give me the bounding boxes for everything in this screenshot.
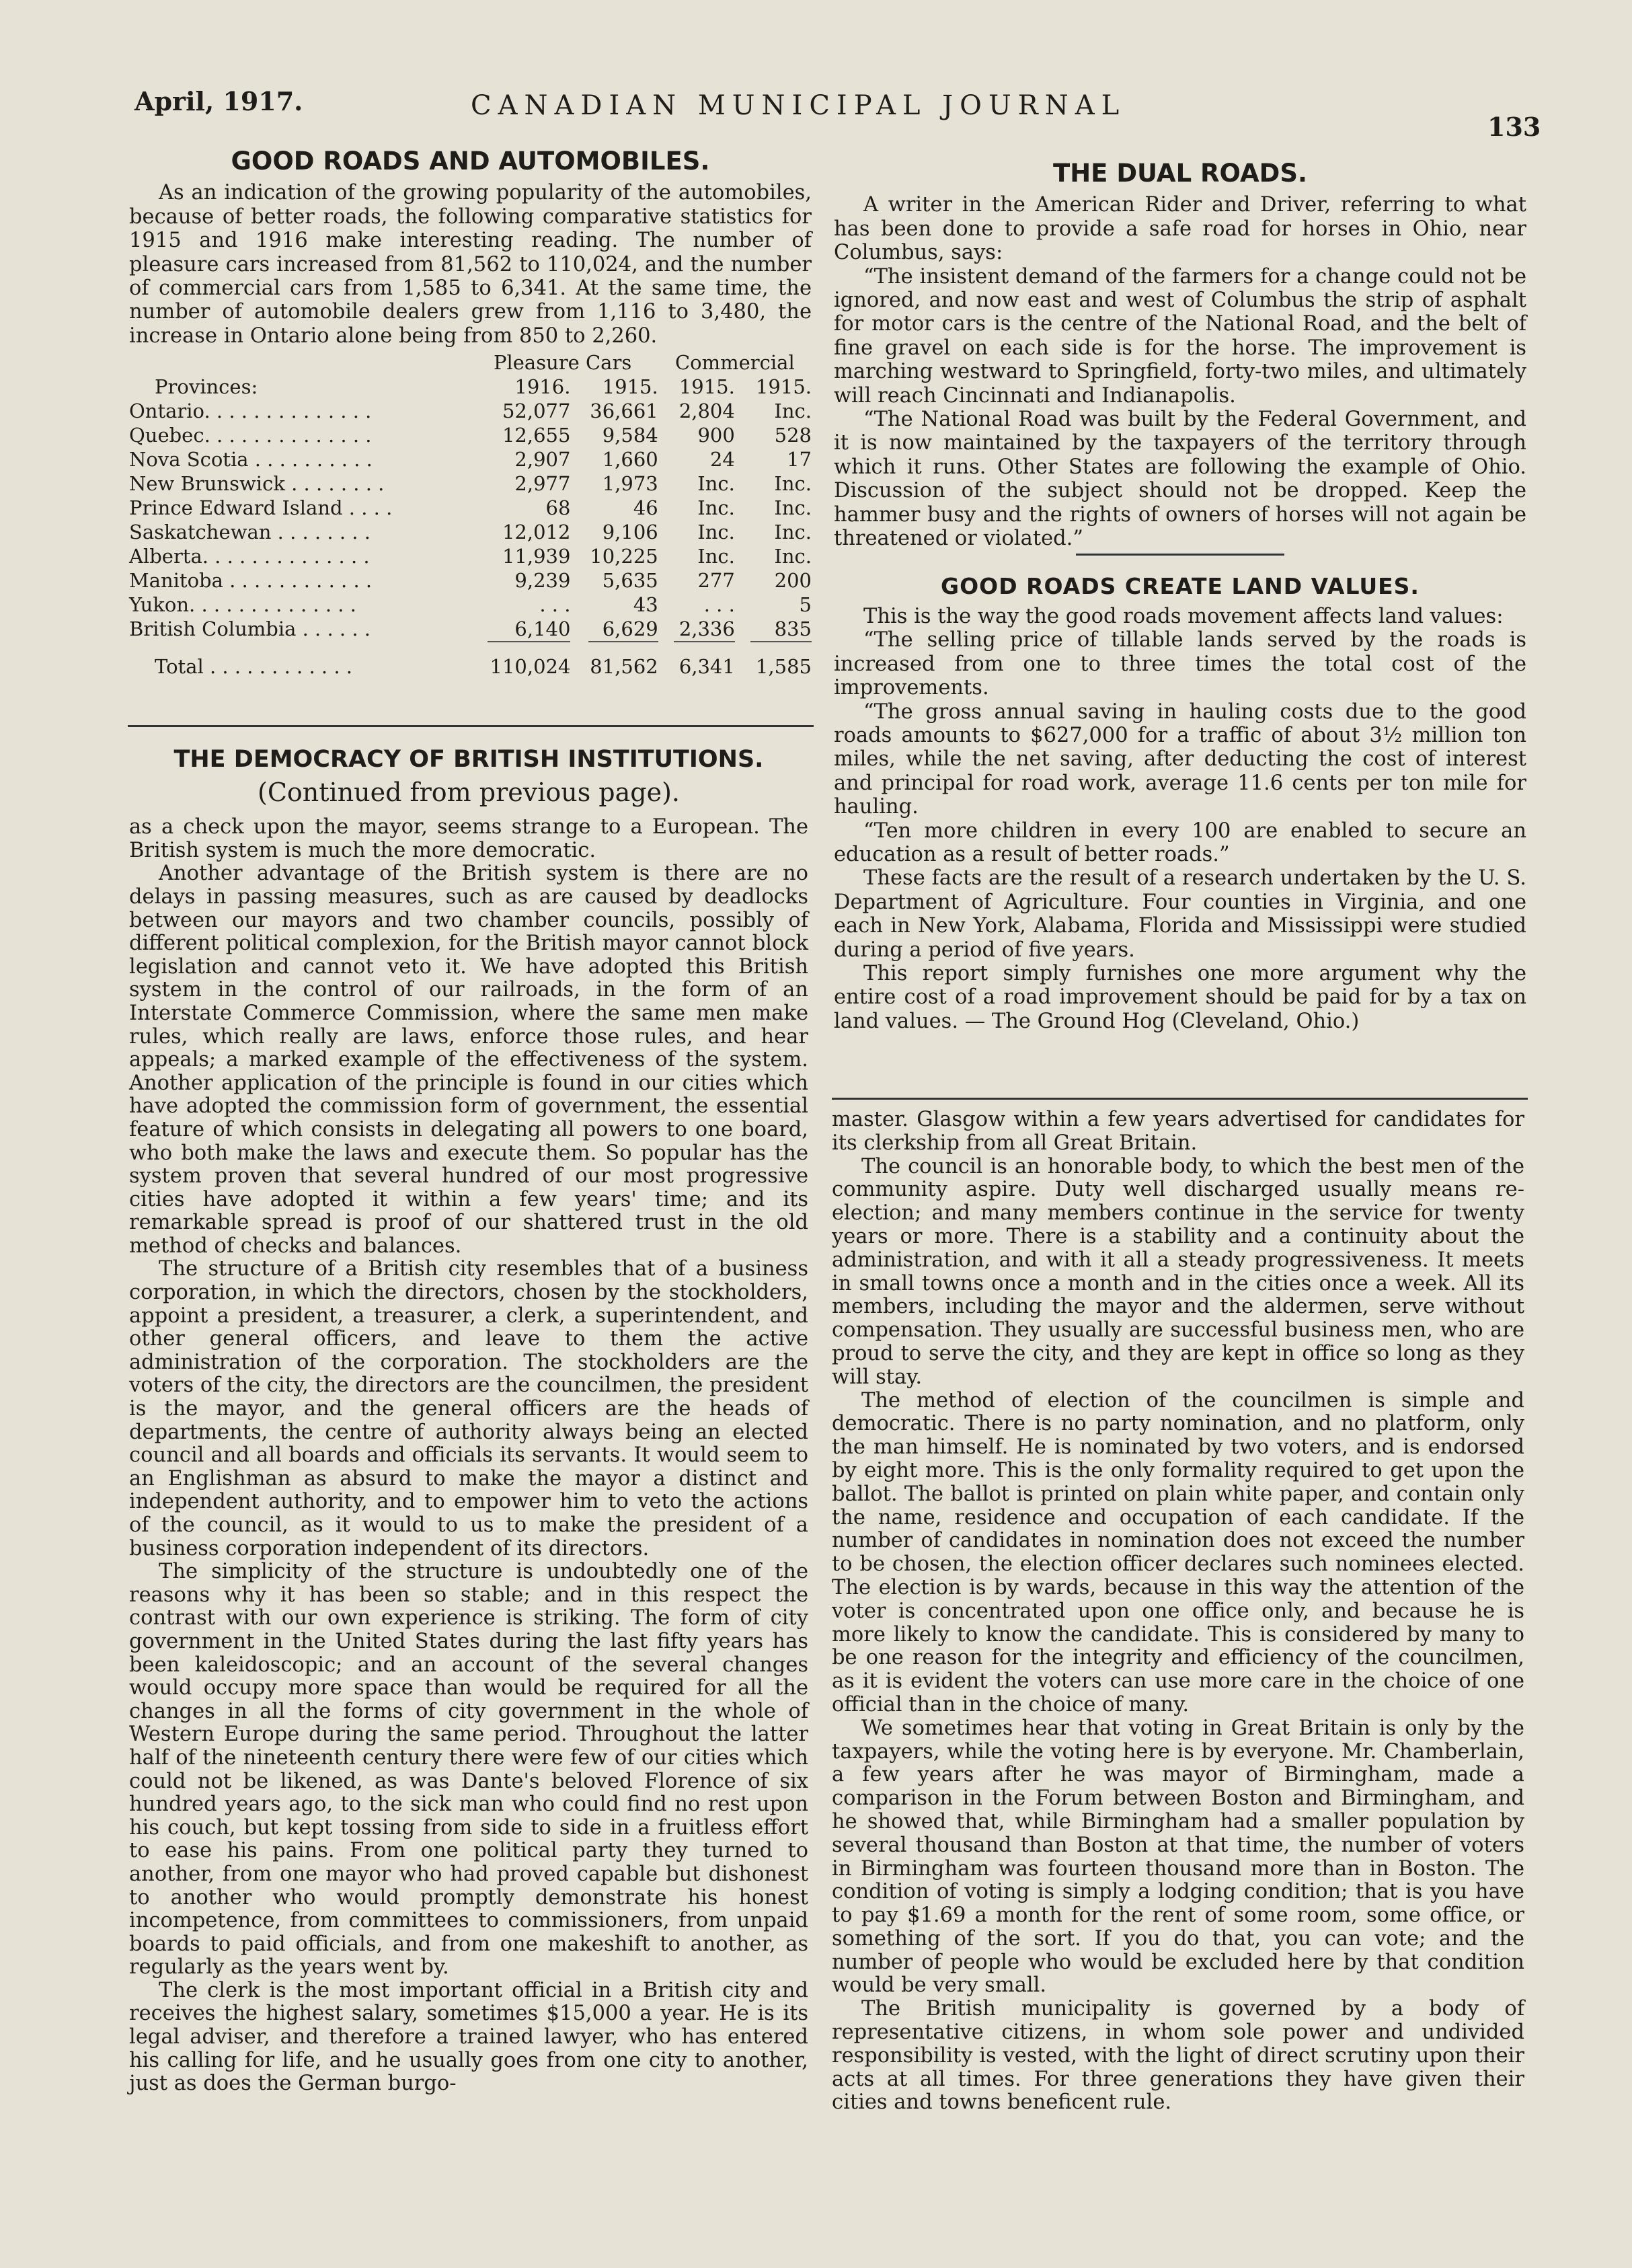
table-cell: 2,977 xyxy=(514,472,571,496)
table-cell: Inc. xyxy=(697,472,735,496)
table-cell: 200 xyxy=(774,569,812,593)
table-cell: 528 xyxy=(774,424,812,447)
table-row xyxy=(129,496,812,520)
table-cell: Inc. xyxy=(697,545,735,568)
table-row xyxy=(129,447,812,471)
table-header-row xyxy=(129,375,812,399)
table-cell: 277 xyxy=(697,569,735,593)
table-cell: Inc. xyxy=(774,472,812,496)
table-cell: Alberta. . . . . . . . . . . . . . xyxy=(129,545,370,568)
article-dual-roads xyxy=(834,161,1526,1033)
table-total-row xyxy=(129,642,812,679)
table-cell: 9,584 xyxy=(602,424,658,447)
table-cell: 1,973 xyxy=(602,472,658,496)
article-paragraph: as a check upon the mayor, seems strange to a European. The British system is much the more democratic. xyxy=(129,815,808,862)
table-row xyxy=(129,399,812,423)
article-paragraph: As an indication of the growing popularity of the automobiles, because of better roads, the following comparative statistics for 1915 and 1916 make interesting reading. The number of pleasure cars increased from 81,562 to 110,024, and the number of commercial cars from 1,585 to 6,341. At the same time, the number of automobile dealers grew from 1,116 to 3,480, the increase in Ontario alone being from 850 to 2,260. xyxy=(129,181,812,348)
table-group-header: Pleasure Cars xyxy=(493,351,632,375)
article-good-roads-automobiles xyxy=(129,149,812,679)
table-cell: 835 xyxy=(774,617,812,641)
table-cell: Yukon. . . . . . . . . . . . . . xyxy=(129,593,356,617)
page-number: 133 xyxy=(1487,112,1541,142)
article-paragraph: “The gross annual saving in hauling costs due to the good roads amounts to $627,000 for a traffic of about 3½ million ton miles, while the net saving, after deducting the cost of interest and principal for road work, average 11.6 cents per ton mile for hauling. xyxy=(834,700,1526,819)
table-cell: 24 xyxy=(709,448,735,471)
table-cell: Nova Scotia . . . . . . . . . . xyxy=(129,448,373,471)
article-subtitle: (Continued from previous page). xyxy=(258,777,680,807)
article-paragraph: “Ten more children in every 100 are enabled to secure an education as a result of better roads.” xyxy=(834,819,1526,866)
article-paragraph: master. Glasgow within a few years advertised for candidates for its clerkship from all Great Britain. xyxy=(832,1108,1524,1155)
article-paragraph: “The National Road was built by the Federal Government, and it is now maintained by the taxpayers of the territory through which it runs. Other States are following the example of Ohio. Discussion of the subject should not be dropped. Keep the hammer busy and the rights of owners of horses will not again be threatened or violated.” xyxy=(834,408,1526,551)
table-cell: 5 xyxy=(799,593,812,617)
table-cell: 2,907 xyxy=(514,448,571,471)
table-cell: 52,077 xyxy=(502,400,571,423)
table-column-header: 1916. xyxy=(514,375,571,399)
short-divider xyxy=(1076,554,1284,556)
table-cell: 6,341 xyxy=(678,655,735,679)
article-paragraph: This is the way the good roads movement affects land values: xyxy=(863,604,1504,628)
table-cell: Inc. xyxy=(697,521,735,544)
table-cell: 2,336 xyxy=(678,617,735,641)
table-group-row xyxy=(129,350,812,375)
article-paragraph: “The selling price of tillable lands served by the roads is increased from one to three times the total cost of the improvements. xyxy=(834,628,1526,700)
article-title: THE DEMOCRACY OF BRITISH INSTITUTIONS. xyxy=(173,746,764,773)
article-paragraph: The council is an honorable body, to which the best men of the community aspire. Duty well discharged usually means re-election; and many members continue in the service for twenty years or more. There is a stability and a continuity about the administration, and with it all a steady progressiveness. It meets in small towns once a month and in the cities once a week. All its members, including the mayor and the aldermen, serve without compensation. They usually are successful business men, who are proud to serve the city, and they are kept in office so long as they will stay. xyxy=(832,1154,1524,1389)
article-title: GOOD ROADS AND AUTOMOBILES. xyxy=(231,147,710,176)
article-paragraph: These facts are the result of a research undertaken by the U. S. Department of Agriculture. Four counties in Virginia, and one each in New York, Alabama, Florida and Mississippi were studied during a period of five years. xyxy=(834,866,1526,962)
table-cell: 68 xyxy=(545,496,571,520)
table-cell: Ontario. . . . . . . . . . . . . . xyxy=(129,400,372,423)
table-row xyxy=(129,520,812,544)
article-paragraph: A writer in the American Rider and Driver, referring to what has been done to provide a safe road for horses in Ohio, near Columbus, says: xyxy=(834,193,1526,265)
table-row xyxy=(129,593,812,617)
table-cell: 10,225 xyxy=(590,545,658,568)
table-row xyxy=(129,423,812,447)
table-cell: Prince Edward Island . . . . xyxy=(129,496,393,520)
journal-title: CANADIAN MUNICIPAL JOURNAL xyxy=(471,90,1126,121)
table-cell: 110,024 xyxy=(490,655,571,679)
article-paragraph: Another advantage of the British system is there are no delays in passing measures, such as are caused by deadlocks between our mayors and two chamber councils, possibly of different political complexion, for the British mayor cannot block legislation and cannot veto it. We have adopted this British system in the control of our railroads, in the form of an Interstate Commerce Commission, where the same men make rules, which really are laws, enforce those rules, and hear appeals; a marked example of the effectiveness of the system. Another application of the principle is found in our cities which have adopted the commission form of government, the essential feature of which consists in delegating all powers to one board, who both make the laws and execute them. So popular has the system proven that several hundred of our most progressive cities have adopted it within a few years' time; and its remarkable spread is proof of our shattered trust in the old method of checks and balances. xyxy=(129,862,808,1258)
table-cell: 900 xyxy=(697,424,735,447)
table-cell: Quebec. . . . . . . . . . . . . . xyxy=(129,424,372,447)
table-cell: . . . xyxy=(703,593,735,617)
table-cell: 9,106 xyxy=(602,521,658,544)
table-cell: 43 xyxy=(633,593,658,617)
table-cell: 11,939 xyxy=(502,545,571,568)
table-cell: 1,585 xyxy=(755,655,812,679)
article-paragraph: We sometimes hear that voting in Great Britain is only by the taxpayers, while the voting here is by everyone. Mr. Chamberlain, a few years after he was mayor of Birmingham, made a comparison in the Forum between Boston and Birmingham, and he showed that, while Birmingham had a smaller population by several thousand than Boston at that time, the number of voters in Birmingham was fourteen thousand more than in Boston. The condition of voting is simply a lodging condition; that is you have to pay $1.69 a month for the rent of some room, some office, or something of the sort. If you do that, you can vote; and the number of people who would be excluded here by that condition would be very small. xyxy=(832,1716,1524,1998)
table-cell: 36,661 xyxy=(590,400,658,423)
table-cell: 12,655 xyxy=(502,424,571,447)
table-cell: Manitoba . . . . . . . . . . . . xyxy=(129,569,373,593)
table-cell: 6,629 xyxy=(602,617,658,641)
table-row-header: Provinces: xyxy=(155,375,258,399)
article-title: THE DUAL ROADS. xyxy=(1052,159,1308,188)
table-cell: 17 xyxy=(787,448,812,471)
issue-date: April, 1917. xyxy=(134,86,303,116)
article-paragraph: The simplicity of the structure is undoubtedly one of the reasons why it has been so stable; and in this respect the contrast with our own experience is striking. The form of city government in the United States during the last fifty years has been kaleidoscopic; and an account of the several changes would occupy more space than would be required for all the changes in all the forms of city government in the whole of Western Europe during the same period. Throughout the latter half of the nineteenth century there were few of our cities which could not be likened, as was Dante's beloved Florence of six hundred years ago, to the sick man who could find no rest upon his couch, but kept tossing from side to side in a fruitless effort to ease his pains. From one political party they turned to another, from one mayor who had proved capable but dishonest to another who would promptly demonstrate his honest incompetence, from committees to commissioners, from unpaid boards to paid officials, and from one makeshift to another, as regularly as the years went by. xyxy=(129,1560,808,1979)
table-cell: British Columbia . . . . . . xyxy=(129,617,371,641)
article-democracy xyxy=(129,748,808,2096)
table-cell: 9,239 xyxy=(514,569,571,593)
article-paragraph: “The insistent demand of the farmers for a change could not be ignored, and now east and west of Columbus the strip of asphalt for motor cars is the centre of the National Road, and the belt of fine gravel on each side is for the horse. The improvement is marching westward to Springfield, forty-two miles, and ultimately will reach Cincinnati and Indianapolis. xyxy=(834,264,1526,408)
table-cell: 2,804 xyxy=(678,400,735,423)
table-cell: Inc. xyxy=(774,400,812,423)
article-paragraph: This report simply furnishes one more argument why the entire cost of a road improvement should be paid for by a tax on land values. — The Ground Hog (Cleveland, Ohio.) xyxy=(834,962,1526,1033)
table-row xyxy=(129,568,812,593)
article-paragraph: The structure of a British city resembles that of a business corporation, in which the directors, chosen by the stockholders, appoint a president, a treasurer, a clerk, a superintendent, and other general officers, and leave to them the active administration of the corporation. The stockholders are the voters of the city, the directors are the councilmen, the president is the mayor, and the general officers are the heads of departments, the centre of authority always being an elected council and all boards and officials its servants. It would seem to an Englishman as absurd to make the mayor a distinct and independent authority, and to empower him to veto the actions of the council, as it would to us to make the president of a business corporation independent of its directors. xyxy=(129,1257,808,1560)
table-row xyxy=(129,544,812,568)
table-cell: Saskatchewan . . . . . . . . xyxy=(129,521,371,544)
table-cell: 81,562 xyxy=(590,655,658,679)
article-title: GOOD ROADS CREATE LAND VALUES. xyxy=(941,572,1420,599)
table-group-header: Commercial xyxy=(674,351,795,375)
table-cell: Inc. xyxy=(774,521,812,544)
section-divider xyxy=(832,1098,1528,1100)
table-cell: Inc. xyxy=(774,496,812,520)
section-divider xyxy=(128,725,814,727)
table-cell: 12,012 xyxy=(502,521,571,544)
article-paragraph: The clerk is the most important official in a British city and receives the highest salary, sometimes $15,000 a year. He is its legal adviser, and therefore a trained lawyer, who has entered his calling for life, and he usually goes from one city to another, just as does the German burgo- xyxy=(129,1978,808,2096)
table-column-header: 1915. xyxy=(602,375,658,399)
table-cell: 6,140 xyxy=(514,617,571,641)
table-cell: Inc. xyxy=(697,496,735,520)
table-cell: New Brunswick . . . . . . . . xyxy=(129,472,385,496)
table-row xyxy=(129,471,812,496)
article-paragraph: The British municipality is governed by a body of representative citizens, in whom sole power and undivided responsibility is vested, with the light of direct scrutiny upon their acts at all times. For three generations they have given their cities and towns beneficent rule. xyxy=(832,1997,1524,2115)
table-cell: 5,635 xyxy=(602,569,658,593)
article-paragraph: The method of election of the councilmen is simple and democratic. There is no party nomination, and no platform, only the man himself. He is nominated by two voters, and is endorsed by eight more. This is the only formality required to get upon the ballot. The ballot is printed on plain white paper, and contain only the name, residence and occupation of each candidate. If the number of candidates in nomination does not exceed the number to be chosen, the election officer declares such nominees elected. The election is by wards, because in this way the attention of the voter is concentrated upon one office only, and because he is more likely to know the candidate. This is considered by many to be one reason for the integrity and efficiency of the councilmen, as it is evident the voters can use more care in the choice of one official than in the choice of many. xyxy=(832,1388,1524,1716)
table-column-header: 1915. xyxy=(755,375,812,399)
table-cell: 1,660 xyxy=(602,448,658,471)
table-cell: . . . xyxy=(539,593,571,617)
table-column-header: 1915. xyxy=(678,375,735,399)
article-democracy-continued xyxy=(832,1108,1524,2115)
table-cell: Inc. xyxy=(774,545,812,568)
table-row xyxy=(129,617,812,641)
table-cell: 46 xyxy=(633,496,658,520)
table-cell: Total . . . . . . . . . . . . xyxy=(155,655,353,679)
statistics-table xyxy=(129,350,812,679)
